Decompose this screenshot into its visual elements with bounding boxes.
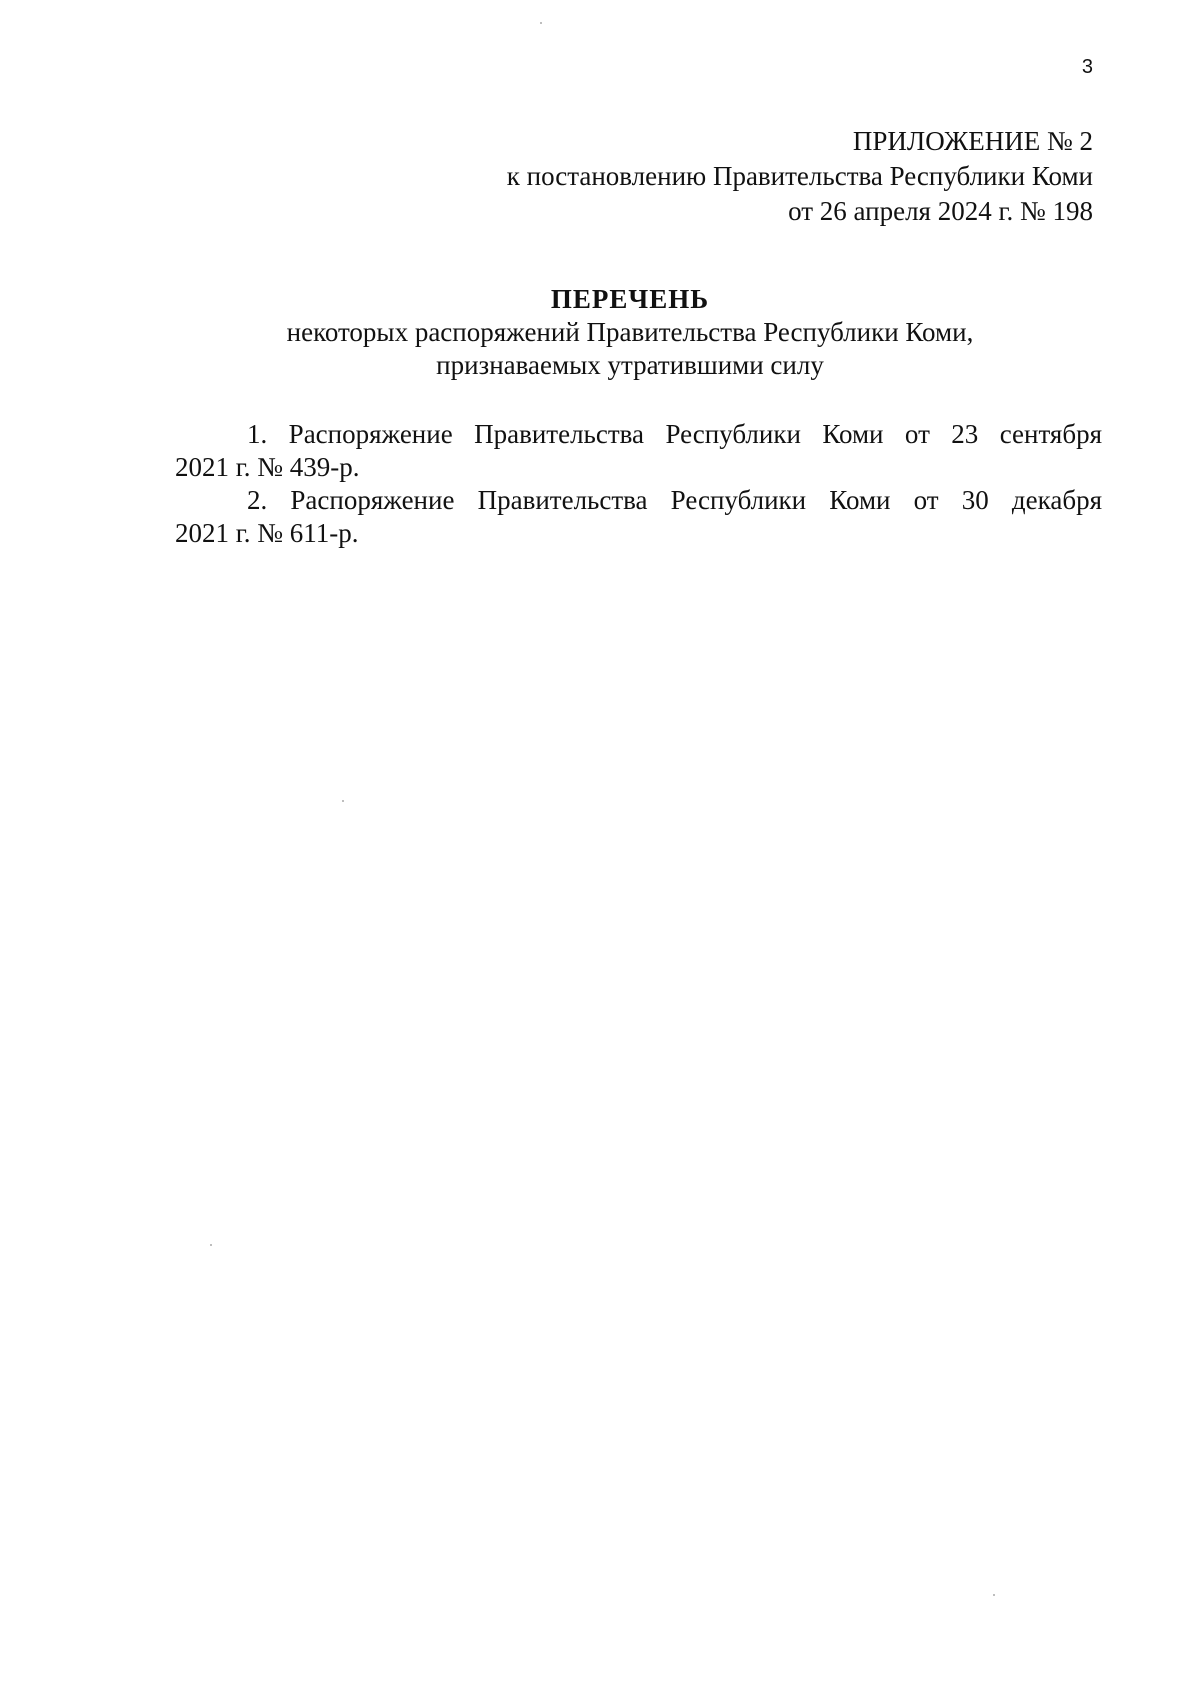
revoked-orders-list bbox=[175, 418, 1102, 550]
appendix-title: ПРИЛОЖЕНИЕ № 2 bbox=[852, 126, 1093, 156]
document-subtitle-line-1: некоторых распоряжений Правительства Республики Коми, bbox=[286, 317, 974, 347]
scan-speck bbox=[540, 22, 542, 24]
list-item bbox=[175, 418, 1102, 484]
list-item-text: 1. Распоряжение Правительства Республики Коми от 23 сентября bbox=[247, 419, 1102, 449]
list-item-number: 2021 г. № 439-р. bbox=[175, 452, 360, 482]
appendix-reference: к постановлению Правительства Республики Коми bbox=[506, 161, 1093, 191]
document-heading bbox=[160, 283, 1100, 382]
page-number: 3 bbox=[1081, 56, 1093, 78]
appendix-header bbox=[507, 124, 1093, 229]
appendix-date: от 26 апреля 2024 г. № 198 bbox=[788, 196, 1093, 226]
document-title: ПЕРЕЧЕНЬ bbox=[550, 284, 710, 314]
scan-speck bbox=[210, 1244, 212, 1246]
scan-speck bbox=[993, 1594, 995, 1596]
list-item-number: 2021 г. № 611-р. bbox=[175, 518, 359, 548]
list-item-text: 2. Распоряжение Правительства Республики Коми от 30 декабря bbox=[247, 485, 1102, 515]
list-item bbox=[175, 484, 1102, 550]
document-subtitle-line-2: признаваемых утратившими силу bbox=[436, 350, 824, 380]
scan-speck bbox=[342, 800, 344, 802]
